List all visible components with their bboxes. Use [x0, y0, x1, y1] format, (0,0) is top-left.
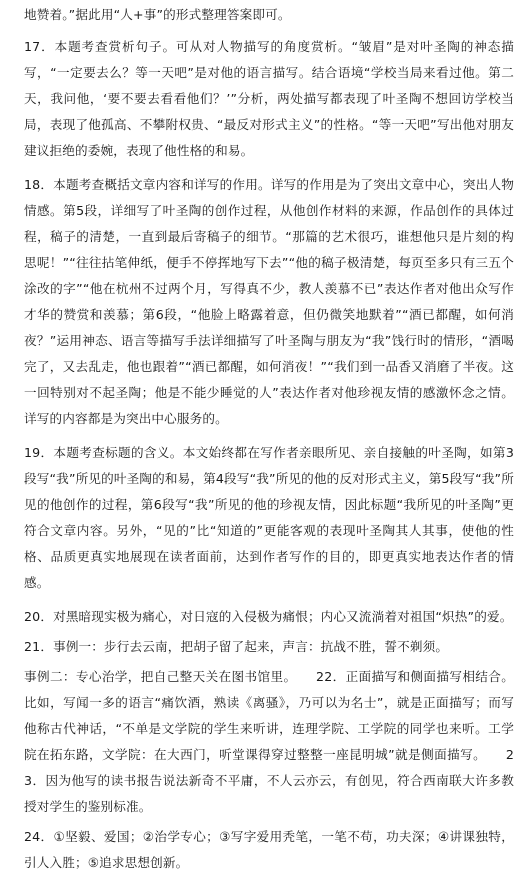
paragraph-answer-21: 21．事例一：步行去云南，把胡子留了起来，声言：抗战不胜，誓不剃须。	[24, 639, 449, 654]
paragraph-answer-24: 24．①坚毅、爱国；②治学专心；③写字爱用秃笔，一笔不苟，功夫深；④讲课独特，引人入胜；⑤追求思想创新。	[24, 829, 514, 870]
paragraph-answer-20: 20．对黑暗现实极为痛心，对日寇的入侵极为痛恨；内心又流淌着对祖国“炽热”的爱。	[24, 609, 513, 624]
paragraph-answer-17: 17．本题考查赏析句子。可从对人物描写的角度赏析。“皱眉”是对叶圣陶的神态描写，“一定要去么？等一天吧”是对他的语言描写。结合语境“学校当局来看过他。第二天，我问他，‘要不要去看看他们？’”分析，两处描写都表现了叶圣陶不想回访学校当局，表现了他孤高、不攀附权贵、“最反对形式主义”的性格。“等一天吧”写出他对朋友建议拒绝的委婉，表现了他性格的和易。	[24, 39, 514, 158]
paragraph-answer-18: 18．本题考查概括文章内容和详写的作用。详写的作用是为了突出文章中心，突出人物情感。第5段，详细写了叶圣陶的创作过程，从他创作材料的来源，作品创作的具体过程，稿子的清楚，一直到最后寄稿子的细节。“那篇的艺术很巧，谁想他只是片刻的构思呢！”“往往拈笔伸纸，便手不停挥地写下去”“他的稿子极清楚，每页至多只有三五个涂改的字”“他在杭州不过两个月，写得真不少，教人羡慕不已”表达作者对他出众写作才华的赞赏和羡慕；第6段，“他脸上略露着意，但仍微笑地默着”“酒已都醒，如何消夜？”运用神态、语言等描写手法详细描写了叶圣陶与朋友为“我”饯行时的情形，“酒喝完了，又去乱走，他也跟着”“酒已都醒，如何消夜！”“我们到一品香又消磨了半夜。这一回特别对不起圣陶；他是不能少睡觉的人”表达作者对他珍视友情的感激怀念之情。详写的内容都是为突出中心服务的。	[24, 177, 514, 426]
paragraph-answer-21-to-23: 事例二：专心治学，把自己整天关在图书馆里。 22．正面描写和侧面描写相结合。比如，写闻一多的语言“痛饮酒，熟读《离骚》，乃可以为名士”，就是正面描写；而写他称古代神话，“不单是文学院的学生来听讲，连理学院、工学院的同学也来听。工学院在拓东路，文学院：在大西门，听堂课得穿过整整一座昆明城”就是侧面描写。 23．因为他写的读书报告说法新奇不平庸，不人云亦云，有创见，符合西南联大许多教授对学生的鉴别标准。	[24, 669, 514, 814]
paragraph-answer-19: 19．本题考查标题的含义。本文始终都在写作者亲眼所见、亲自接触的叶圣陶，如第3段写“我”所见的叶圣陶的和易，第4段写“我”所见的他的反对形式主义，第5段写“我”所见的他创作的过程，第6段写“我”所见的他的珍视友情，因此标题“我所见的叶圣陶”更符合文章内容。另外，“见的”比“知道的”更能客观的表现叶圣陶其人其事，使他的性格、品质更真实地展现在读者面前，达到作者写作的目的，即更真实地表达作者的情感。	[24, 445, 514, 590]
paragraph-answer-16-end: 地赞着。”据此用“人+事”的形式整理答案即可。	[24, 7, 291, 22]
